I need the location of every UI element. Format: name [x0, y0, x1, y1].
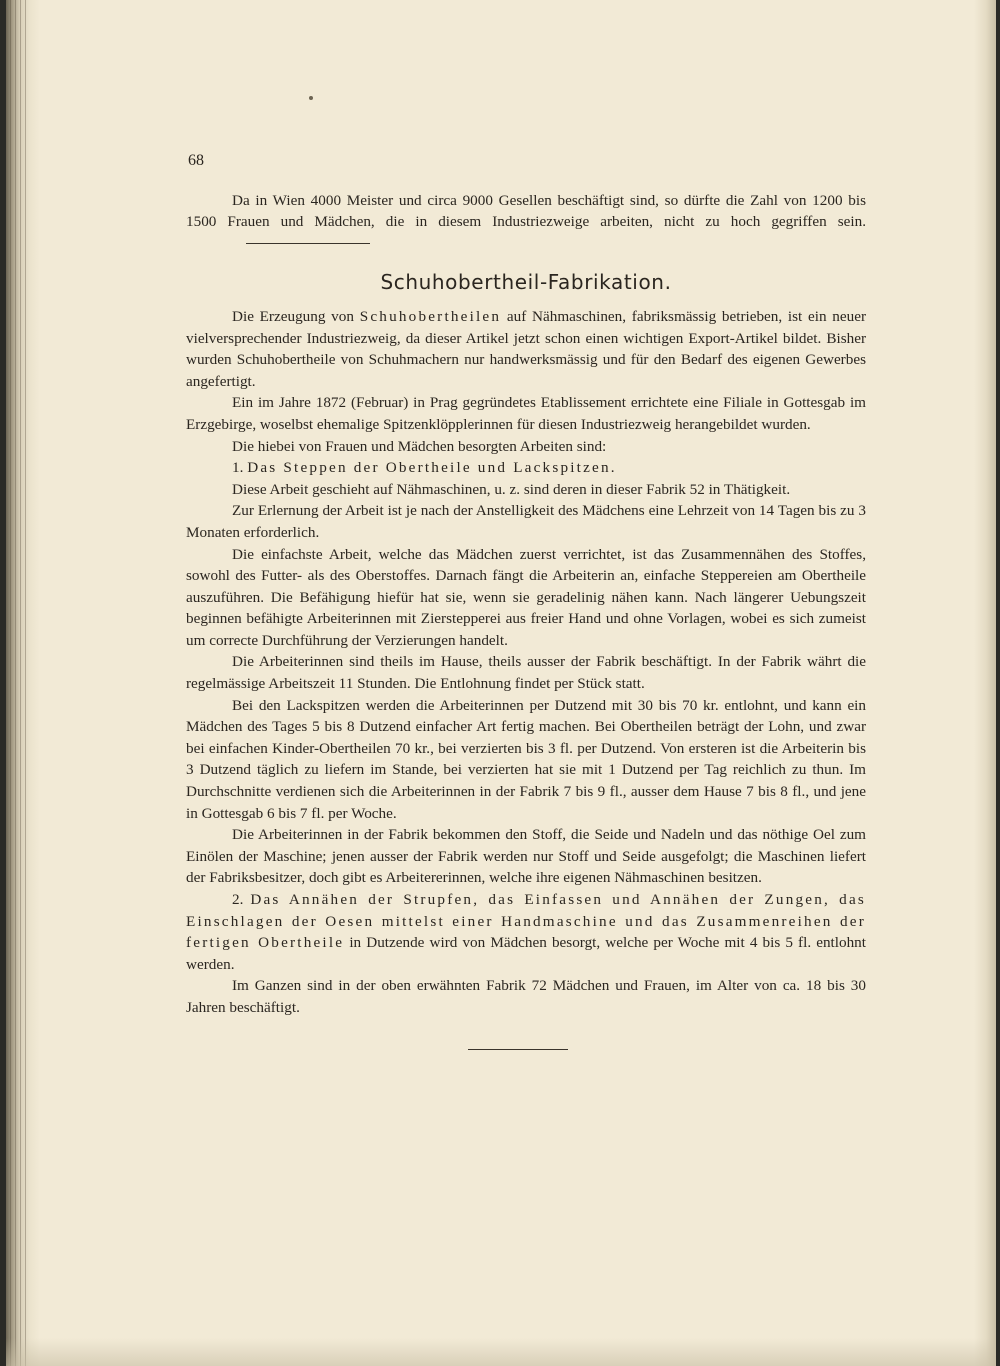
page-bottom-shadow	[6, 1338, 996, 1366]
list-item-1	[186, 457, 866, 479]
intro-text: Da in Wien 4000 Meister und circa 9000 Gesellen beschäftigt sind, so dürfte die Zahl von 1200 bis 1500 Frauen und Mädchen, die in diesem Industriezweige arbeiten, nicht zu hoch gegriffen sein.	[186, 191, 866, 231]
list-item-2-number: 2.	[232, 891, 251, 908]
paragraph-8: Bei den Lackspitzen werden die Arbeiterinnen per Dutzend mit 30 bis 70 kr. entlohnt, und kann ein Mädchen des Tages 5 bis 8 Dutzend einfacher Art fertig machen. Bei Obertheilen beträgt der Lohn, und zwar bei einfachen Kinder-Obertheilen 70 kr., bei verzierten bis 3 fl. per Dutzend. Von ersteren ist die Arbeiterin bis 3 Dutzend täglich zu liefern im Stande, bei verzierten hat sie mit 1 Dutzend per Tag reichlich zu thun. Im Durchschnitte verdienen sich die Arbeiterinnen in der Fabrik 7 bis 9 fl., ausser dem Hause 7 bis 8 fl., und jene in Gottesgab 6 bis 7 fl. per Woche.	[186, 696, 866, 822]
book-gutter	[6, 0, 40, 1366]
list-item-1-text: Das Steppen der Obertheile und Lackspitzen.	[247, 459, 617, 477]
list-item-1-number: 1.	[232, 459, 248, 477]
paragraph-3: Die hiebei von Frauen und Mädchen besorgten Arbeiten sind:	[232, 437, 607, 455]
paragraph-5: Zur Erlernung der Arbeit ist je nach der Anstelligkeit des Mädchens eine Lehrzeit von 14 Tagen bis zu 3 Monaten erforderlich.	[186, 502, 866, 541]
paragraph-6: Die einfachste Arbeit, welche das Mädchen zuerst verrichtet, ist das Zusammennähen des Stoffes, sowohl des Futter- als des Oberstoffes. Darnach fängt die Arbeiterin an, einfache Steppereien am Obertheile auszuführen. Die Befähigung hiefür hat sie, wenn sie geradelinig nähen kann. Nach längerer Uebungszeit beginnen befähigte Arbeiterinnen mit Zierstepperei aus freier Hand und ohne Vorlagen, wobei es sich zumeist um correcte Durchführung der Verzierungen handelt.	[186, 545, 866, 649]
intro-paragraph	[186, 190, 866, 255]
section-divider	[246, 243, 370, 244]
paragraph-9: Die Arbeiterinnen in der Fabrik bekommen den Stoff, die Seide und Nadeln und das nöthige Oel zum Einölen der Maschine; jenen ausser der Fabrik werden nur Stoff und Seide ausgefolgt; die Maschinen liefert der Fabriksbesitzer, doch gibt es Arbeitererinnen, welche ihre eigenen Nähmaschinen besitzen.	[186, 826, 866, 887]
end-divider	[468, 1049, 568, 1050]
paragraph-1-start: Die Erzeugung von	[232, 307, 360, 325]
ink-speck	[309, 96, 313, 100]
page-number: 68	[188, 152, 204, 169]
paragraph-7: Die Arbeiterinnen sind theils im Hause, theils ausser der Fabrik beschäftigt. In der Fabrik währt die regelmässige Arbeitszeit 11 Stunden. Die Entlohnung findet per Stück statt.	[186, 653, 866, 693]
list-item-2-rest: in Dutzende wird von Mädchen besorgt, welche per Woche mit 4 bis 5 fl. entlohnt werden.	[186, 934, 866, 973]
scanned-page	[6, 0, 996, 1366]
paragraph-1-rest: auf Nähmaschinen, fabriksmässig betrieben, ist ein neuer vielversprechender Industriezweig, da dieser Artikel jetzt schon einen wichtigen Export-Artikel bildet. Bisher wurden Schuhobertheile von Schuhmachern nur handwerksmässig und für den Bedarf des eigenen Gewerbes angefertigt.	[186, 307, 866, 390]
paragraph-10: Im Ganzen sind in der oben erwähnten Fabrik 72 Mädchen und Frauen, im Alter von ca. 18 bis 30 Jahren beschäftigt.	[186, 977, 866, 1016]
paragraph-2: Ein im Jahre 1872 (Februar) in Prag gegründetes Etablissement errichtete eine Filiale in Gottesgab im Erzgebirge, woselbst ehemalige Spitzenklöpplerinnen für diesen Industriezweig herangebildet wurden.	[186, 394, 866, 433]
paragraph-4: Diese Arbeit geschieht auf Nähmaschinen, u. z. sind deren in dieser Fabrik 52 in Thätigkeit.	[232, 480, 791, 498]
list-item-2-emphasis: Das Annähen der Strupfen, das Einfassen und Annähen der Zungen, das Einschlagen der Oesen mittelst einer Handmaschine und das Zusammenreihen der fertigen Obertheile	[186, 891, 866, 952]
list-item-2	[186, 889, 866, 975]
page-content	[186, 150, 866, 1050]
section-heading: Schuhobertheil-Fabrikation.	[380, 270, 672, 295]
page-edge	[974, 0, 996, 1366]
paragraph-1-emphasis: Schuhobertheilen	[359, 307, 502, 325]
paragraph-1	[186, 306, 866, 392]
